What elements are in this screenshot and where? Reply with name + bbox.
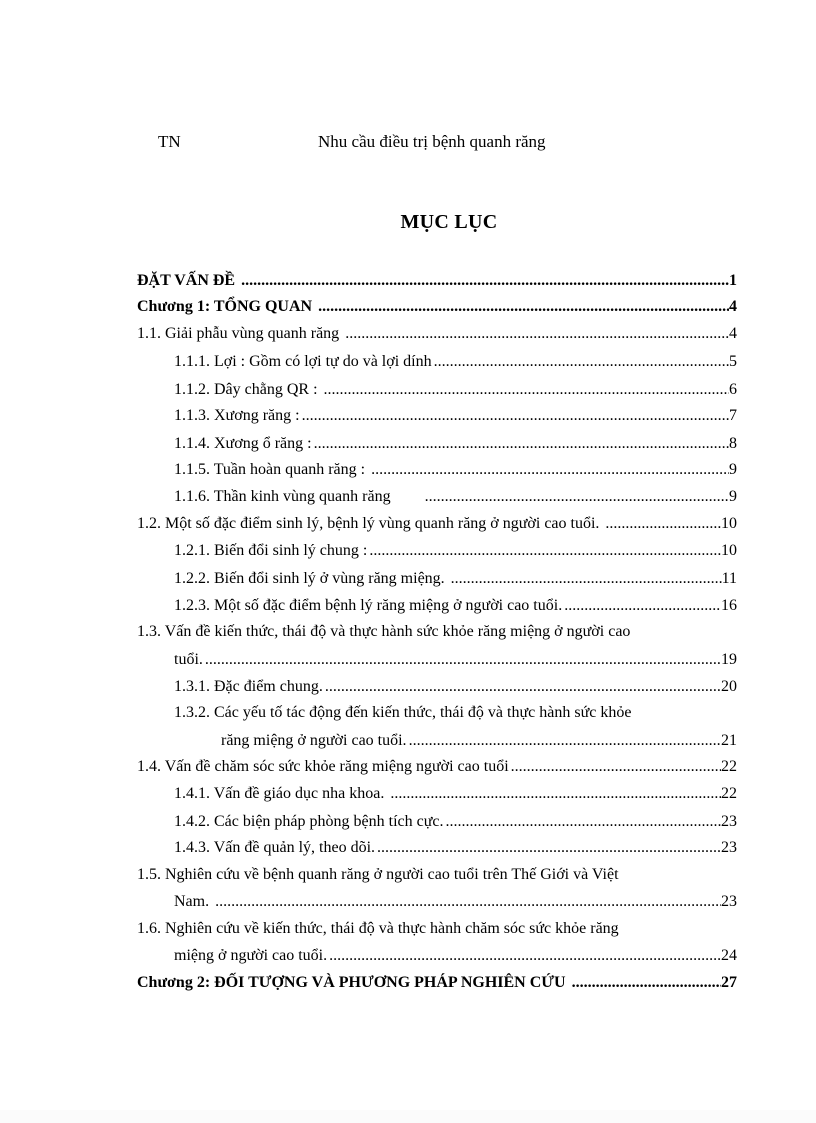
- toc-entry-page: 23: [721, 813, 737, 830]
- toc-entry-label: Nam.: [174, 893, 214, 910]
- toc-entry-page: 1: [729, 272, 737, 289]
- toc-entry-page: 21: [721, 732, 737, 749]
- toc-entry[interactable]: [174, 433, 737, 455]
- toc-entry-page: 5: [729, 353, 737, 370]
- toc-entry-label: 1.1.2. Dây chằng QR :: [174, 381, 322, 398]
- toc-entry-label: 1.4. Vấn đề chăm sóc sức khỏe răng miệng người cao tuổi: [137, 758, 509, 775]
- toc-entry[interactable]: [137, 296, 737, 318]
- page-footer-band: [0, 1110, 816, 1123]
- toc-entry-page: 9: [729, 488, 737, 505]
- toc-entry[interactable]: [137, 270, 737, 292]
- toc-entry-label: 1.1.3. Xương răng :: [174, 407, 300, 424]
- toc-entry-label: 1.3.1. Đặc điểm chung.: [174, 678, 323, 695]
- toc-entry[interactable]: [174, 676, 737, 698]
- toc-entry-page: 11: [721, 570, 737, 587]
- toc-entry-line[interactable]: 1.5. Nghiên cứu về bệnh quanh răng ở người cao tuổi trên Thế Giới và Việt: [137, 866, 619, 883]
- toc-entry-page: 9: [729, 461, 737, 478]
- toc-entry-label: 1.1.4. Xương ổ răng :: [174, 435, 312, 452]
- toc-entry-continuation[interactable]: [174, 891, 737, 913]
- toc-entry[interactable]: [174, 568, 737, 590]
- toc-entry-label: Chương 1: TỔNG QUAN: [137, 298, 317, 315]
- toc-entry-label: 1.4.2. Các biện pháp phòng bệnh tích cực.: [174, 813, 444, 830]
- toc-entry-page: 7: [729, 407, 737, 424]
- toc-entry-continuation[interactable]: [174, 649, 737, 671]
- toc-entry[interactable]: [137, 756, 737, 778]
- toc-entry-page: 8: [729, 435, 737, 452]
- toc-entry-continuation[interactable]: [221, 730, 737, 752]
- toc-entry-page: 10: [721, 515, 737, 532]
- toc-entry-label: 1.1.6. Thần kinh vùng quanh răng: [174, 488, 423, 505]
- toc-entry-page: 27: [721, 974, 737, 991]
- toc-entry-page: 20: [721, 678, 737, 695]
- toc-entry-label: 1.1.1. Lợi : Gồm có lợi tự do và lợi dính: [174, 353, 432, 370]
- toc-entry-label: ĐẶT VẤN ĐỀ: [137, 272, 240, 289]
- toc-entry[interactable]: [174, 595, 737, 617]
- toc-entry[interactable]: [137, 323, 737, 345]
- header-left: TN: [158, 132, 181, 151]
- toc-entry-label: tuổi.: [174, 651, 203, 668]
- toc-entry-line[interactable]: 1.3. Vấn đề kiến thức, thái độ và thực hành sức khỏe răng miệng ở người cao: [137, 623, 631, 640]
- toc-entry-label: răng miệng ở người cao tuổi.: [221, 732, 407, 749]
- toc-entry-page: 19: [721, 651, 737, 668]
- running-header: [0, 132, 816, 156]
- toc-entry-label: 1.4.1. Vấn đề giáo dục nha khoa.: [174, 785, 389, 802]
- toc-entry-line[interactable]: 1.6. Nghiên cứu về kiến thức, thái độ và thực hành chăm sóc sức khỏe răng: [137, 920, 619, 937]
- toc-entry-page: 6: [729, 381, 737, 398]
- toc-title: MỤC LỤC: [400, 211, 498, 233]
- toc-entry-label: 1.4.3. Vấn đề quản lý, theo dõi.: [174, 839, 376, 856]
- toc-entry-page: 22: [721, 785, 737, 802]
- toc-entry-continuation[interactable]: [174, 945, 737, 967]
- toc-entry[interactable]: [174, 486, 737, 508]
- toc-entry-label: Chương 2: ĐỐI TƯỢNG VÀ PHƯƠNG PHÁP NGHIÊN CỨU: [137, 974, 570, 991]
- toc-entry[interactable]: [174, 405, 737, 427]
- toc-entry-page: 4: [729, 325, 737, 342]
- toc-entry-label: 1.2.1. Biến đổi sinh lý chung :: [174, 542, 368, 559]
- toc-entry[interactable]: [174, 379, 737, 401]
- toc-entry-label: 1.2. Một số đặc điểm sinh lý, bệnh lý vùng quanh răng ở người cao tuổi.: [137, 515, 604, 532]
- toc-entry-page: 23: [721, 893, 737, 910]
- toc-entry[interactable]: [174, 837, 737, 859]
- toc-entry[interactable]: [174, 811, 737, 833]
- toc-entry-label: miệng ở người cao tuổi.: [174, 947, 328, 964]
- toc-entry-label: 1.1. Giải phẫu vùng quanh răng: [137, 325, 344, 342]
- toc-entry-page: 22: [721, 758, 737, 775]
- header-title: Nhu cầu điều trị bệnh quanh răng: [318, 132, 546, 151]
- toc-entry[interactable]: [174, 351, 737, 373]
- toc-entry-label: 1.2.2. Biến đổi sinh lý ở vùng răng miệng.: [174, 570, 449, 587]
- toc-entry-line[interactable]: 1.3.2. Các yếu tố tác động đến kiến thức, thái độ và thực hành sức khỏe: [174, 704, 632, 721]
- toc-entry-page: 10: [721, 542, 737, 559]
- toc-entry[interactable]: [174, 540, 737, 562]
- toc-entry-label: 1.1.5. Tuần hoàn quanh răng :: [174, 461, 370, 478]
- toc-entry-page: 4: [729, 298, 737, 315]
- toc-entry[interactable]: [137, 513, 737, 535]
- toc-entry[interactable]: [174, 783, 737, 805]
- toc-entry-page: 24: [721, 947, 737, 964]
- toc-entry[interactable]: [174, 459, 737, 481]
- toc-entry-page: 23: [721, 839, 737, 856]
- toc-entry-label: 1.2.3. Một số đặc điểm bệnh lý răng miệng ở người cao tuổi.: [174, 597, 563, 614]
- toc-entry[interactable]: [137, 972, 737, 994]
- toc-entry-page: 16: [721, 597, 737, 614]
